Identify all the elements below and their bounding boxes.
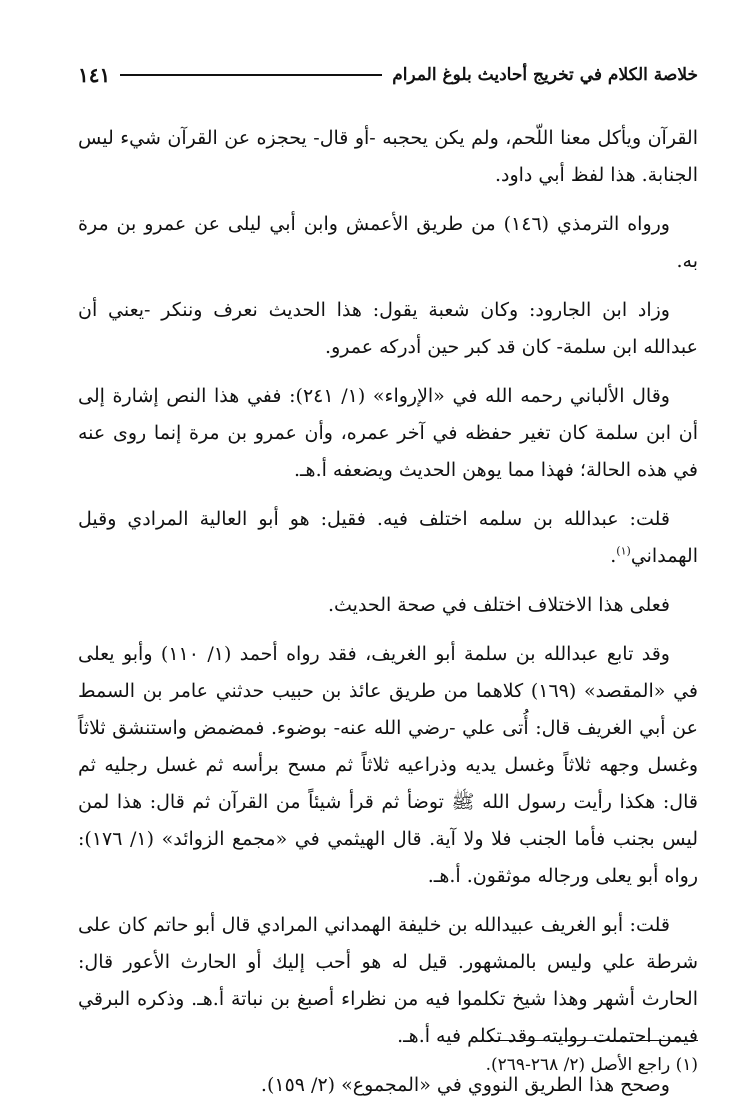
footnote-marker[interactable]: (١) (616, 544, 631, 558)
paragraph: وصحح هذا الطريق النووي في «المجموع» (٢/ ١٥٩). (260, 1074, 670, 1096)
paragraph-text: قلت: عبدالله بن سلمه اختلف فيه. فقيل: هو أبو العالية المرادي وقيل الهمداني (78, 508, 698, 567)
paragraph-with-footnote (78, 501, 698, 575)
footnote-rule (488, 1040, 698, 1041)
running-title: خلاصة الكلام في تخريج أحاديث بلوغ المرام (392, 65, 698, 85)
paragraph: ورواه الترمذي (١٤٦) من طريق الأعمش وابن أبي ليلى عن عمرو بن مرة به. (78, 213, 698, 272)
body-text (78, 120, 698, 1104)
paragraph: وقد تابع عبدالله بن سلمة أبو الغريف، فقد رواه أحمد (١/ ١١٠) وأبو يعلى في «المقصد» (١٦٩) كلاهما من طريق عائذ بن حبيب حدثني عامر بن السمط عن أبي الغريف قال: أُتى علي -رضي الله عنه- بوضوء. فمضمض واستنشق ثلاثاً وغسل وجهه ثلاثاً وغسل يديه وذراعيه ثلاثاً ثم مسح برأسه ثم غسل رجليه ثم قال: هكذا رأيت رسول الله ﷺ توضأ ثم قرأ شيئاً من القرآن ثم قال: هذا لمن ليس بجنب فأما الجنب فلا ولا آية. قال الهيثمي في «مجمع الزوائد» (١/ ١٧٦): رواه أبو يعلى ورجاله موثقون. أ.هـ. (78, 643, 698, 887)
page-number: ١٤١ (78, 63, 111, 87)
paragraph: القرآن ويأكل معنا اللّحم، ولم يكن يحجبه -أو قال- يحجزه عن القرآن شيء ليس الجنابة. هذا لفظ أبي داود. (78, 127, 698, 186)
paragraph: وزاد ابن الجارود: وكان شعبة يقول: هذا الحديث نعرف وننكر -يعني أن عبدالله ابن سلمة- كان قد كبر حين أدركه عمرو. (78, 299, 698, 358)
paragraph: وقال الألباني رحمه الله في «الإرواء» (١/ ٢٤١): ففي هذا النص إشارة إلى أن ابن سلمة كان تغير حفظه في آخر عمره، وأن عمرو بن مرة إنما روى عنه في هذه الحالة؛ فهذا مما يوهن الحديث ويضعفه أ.هـ. (78, 385, 698, 481)
sentence-end: . (610, 545, 617, 567)
paragraph: قلت: أبو الغريف عبيدالله بن خليفة الهمداني المرادي قال أبو حاتم كان على شرطة علي وليس بالمشهور. قيل له هو أحب إليك أو الحارث الأعور قال: الحارث أشهر وهذا شيخ تكلموا فيه من نظراء أصبغ بن نباتة أ.هـ. وذكره البرقي فيمن احتملت روايته وقد تكلم فيه أ.هـ. (78, 914, 698, 1047)
header-rule (120, 74, 382, 76)
page-header (78, 58, 698, 92)
footnote: (١) راجع الأصل (٢/ ٢٦٨-٢٦٩). (485, 1055, 698, 1075)
paragraph: فعلى هذا الاختلاف اختلف في صحة الحديث. (327, 594, 670, 616)
